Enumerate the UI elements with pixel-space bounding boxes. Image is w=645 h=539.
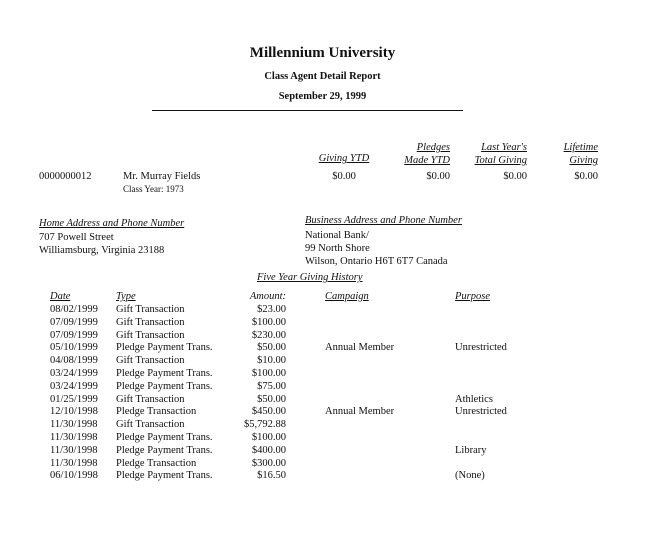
row-amount: $230.00 bbox=[251, 329, 286, 341]
home-address-line1: 707 Powell Street bbox=[39, 232, 114, 243]
row-amount: $400.00 bbox=[251, 444, 286, 456]
history-heading: Five Year Giving History bbox=[257, 272, 363, 283]
col-amount-header: Amount: bbox=[249, 291, 286, 302]
row-purpose: Unrestricted bbox=[455, 406, 507, 418]
row-type: Gift Transaction bbox=[116, 355, 185, 367]
last-year-header-line1: Last Year's bbox=[481, 142, 527, 153]
business-address-line1: National Bank/ bbox=[305, 230, 369, 241]
donor-id: 0000000012 bbox=[39, 171, 92, 182]
pledges-made-ytd-value: $0.00 bbox=[426, 171, 450, 182]
lifetime-giving-value: $0.00 bbox=[574, 171, 598, 182]
giving-ytd-header bbox=[314, 153, 374, 164]
row-date: 11/30/1998 bbox=[50, 419, 98, 431]
pledges-header-line1: Pledges bbox=[416, 142, 450, 153]
row-date: 12/10/1998 bbox=[50, 406, 98, 418]
row-purpose: Library bbox=[455, 444, 487, 456]
row-amount: $5,792.88 bbox=[244, 419, 286, 431]
row-campaign: Annual Member bbox=[325, 342, 395, 354]
row-date: 11/30/1998 bbox=[50, 432, 98, 443]
row-amount: $50.00 bbox=[257, 342, 286, 354]
table-row bbox=[0, 470, 645, 483]
row-amount: $100.00 bbox=[251, 368, 286, 379]
row-amount: $16.50 bbox=[257, 470, 286, 482]
row-purpose: Unrestricted bbox=[455, 342, 507, 354]
row-type: Pledge Payment Trans. bbox=[116, 380, 213, 392]
last-year-total-value: $0.00 bbox=[503, 171, 527, 182]
row-date: 01/25/1999 bbox=[50, 393, 98, 405]
business-address-line2: 99 North Shore bbox=[305, 243, 370, 254]
row-type: Gift Transaction bbox=[116, 329, 185, 341]
col-type-label: Type bbox=[116, 291, 136, 302]
row-date: 05/10/1999 bbox=[50, 342, 98, 354]
row-type: Gift Transaction bbox=[116, 393, 185, 405]
table-row bbox=[0, 445, 645, 458]
row-date: 07/09/1999 bbox=[50, 316, 98, 328]
table-row bbox=[0, 355, 645, 368]
table-row bbox=[0, 419, 645, 432]
row-date: 03/24/1999 bbox=[50, 368, 98, 379]
report-title: Millennium University bbox=[249, 45, 396, 61]
row-type: Gift Transaction bbox=[116, 304, 185, 315]
row-type: Pledge Payment Trans. bbox=[116, 470, 213, 482]
row-amount: $100.00 bbox=[251, 432, 286, 443]
header-divider bbox=[152, 110, 463, 111]
table-row bbox=[0, 342, 645, 355]
report-subtitle: Class Agent Detail Report bbox=[264, 71, 381, 82]
giving-ytd-header-line1: Giving YTD bbox=[318, 153, 370, 164]
table-row bbox=[0, 406, 645, 419]
table-row bbox=[0, 304, 645, 317]
col-date-label: Date bbox=[50, 291, 71, 302]
last-year-header-line2: Total Giving bbox=[474, 155, 527, 166]
row-campaign: Annual Member bbox=[325, 406, 395, 418]
row-date: 07/09/1999 bbox=[50, 329, 98, 341]
row-type: Pledge Payment Trans. bbox=[116, 432, 213, 443]
last-year-total-header bbox=[460, 141, 527, 167]
row-date: 08/02/1999 bbox=[50, 304, 98, 315]
row-purpose: Athletics bbox=[455, 393, 493, 405]
lifetime-header-line1: Lifetime bbox=[563, 142, 598, 153]
table-row bbox=[0, 381, 645, 394]
row-amount: $10.00 bbox=[257, 355, 286, 367]
lifetime-giving-header bbox=[548, 141, 598, 167]
table-row bbox=[0, 317, 645, 330]
row-type: Pledge Payment Trans. bbox=[116, 368, 213, 379]
row-amount: $23.00 bbox=[257, 304, 286, 315]
row-amount: $300.00 bbox=[251, 457, 286, 469]
lifetime-header-line2: Giving bbox=[569, 155, 598, 166]
giving-ytd-value: $0.00 bbox=[332, 171, 356, 182]
pledges-made-ytd-header bbox=[394, 141, 450, 167]
home-address-line2: Williamsburg, Virginia 23188 bbox=[39, 245, 165, 256]
row-type: Pledge Payment Trans. bbox=[116, 444, 213, 456]
row-amount: $75.00 bbox=[257, 380, 286, 392]
row-amount: $100.00 bbox=[251, 316, 286, 328]
row-date: 11/30/1998 bbox=[50, 457, 98, 469]
row-type: Gift Transaction bbox=[116, 419, 185, 431]
row-amount: $50.00 bbox=[257, 393, 286, 405]
business-address-line3: Wilson, Ontario H6T 6T7 Canada bbox=[305, 256, 448, 267]
col-purpose-label: Purpose bbox=[455, 291, 490, 302]
donor-name: Mr. Murray Fields bbox=[123, 171, 201, 182]
report-date: September 29, 1999 bbox=[278, 91, 367, 102]
row-date: 03/24/1999 bbox=[50, 380, 98, 392]
business-address-heading: Business Address and Phone Number bbox=[305, 215, 462, 226]
col-campaign-label: Campaign bbox=[325, 291, 369, 302]
row-type: Pledge Transaction bbox=[116, 406, 197, 418]
row-type: Gift Transaction bbox=[116, 316, 185, 328]
pledges-header-line2: Made YTD bbox=[404, 155, 450, 166]
table-row bbox=[0, 394, 645, 407]
row-amount: $450.00 bbox=[251, 406, 286, 418]
row-date: 06/10/1998 bbox=[50, 470, 98, 482]
table-row bbox=[0, 330, 645, 343]
row-purpose: (None) bbox=[455, 470, 485, 482]
table-row bbox=[0, 432, 645, 445]
row-date: 04/08/1999 bbox=[50, 355, 98, 367]
table-row bbox=[0, 458, 645, 471]
donor-class-year: Class Year: 1973 bbox=[123, 184, 184, 194]
row-date: 11/30/1998 bbox=[50, 444, 98, 456]
table-row bbox=[0, 368, 645, 381]
history-column-headers bbox=[0, 291, 645, 304]
row-type: Pledge Transaction bbox=[116, 457, 197, 469]
home-address-heading: Home Address and Phone Number bbox=[39, 218, 185, 229]
row-type: Pledge Payment Trans. bbox=[116, 342, 213, 354]
